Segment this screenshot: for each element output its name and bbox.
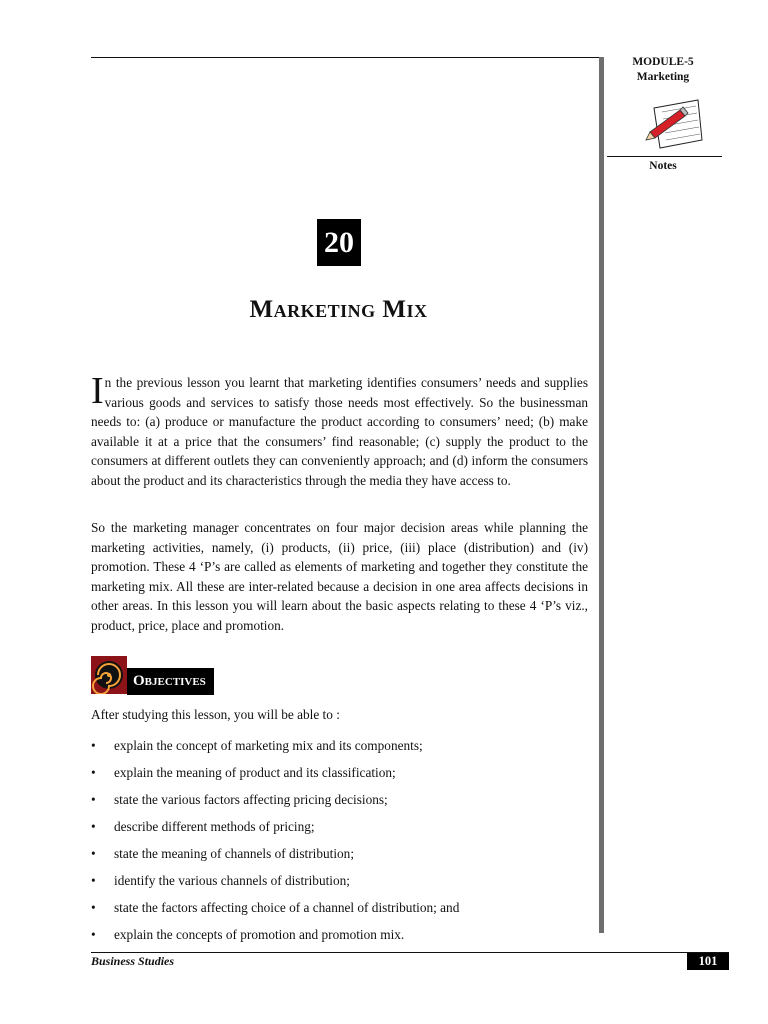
notes-label: Notes	[649, 160, 677, 172]
target-spiral-icon	[91, 656, 127, 694]
intro-paragraph	[91, 370, 588, 490]
list-item-text: describe different methods of pricing;	[114, 819, 315, 834]
list-item	[91, 736, 459, 763]
list-item	[91, 763, 459, 790]
objectives-heading: Objectives	[127, 668, 214, 695]
list-item-text: state the various factors affecting pricing decisions;	[114, 792, 388, 807]
margin-bar	[599, 57, 604, 933]
header-rule	[91, 57, 601, 58]
list-item	[91, 925, 459, 952]
bullet-icon: •	[91, 738, 96, 753]
bullet-icon: •	[91, 819, 96, 834]
objectives-intro: After studying this lesson, you will be able to :	[91, 707, 340, 722]
list-item-text: state the factors affecting choice of a channel of distribution; and	[114, 900, 460, 915]
intro-paragraph-text: n the previous lesson you learnt that marketing identifies consumers’ needs and supplies various goods and services to satisfy those needs most effectively. So the businessman needs to: (a) produce or manufacture the product according to consumers’ need; (b) make available it at a price that the consumers’ find reasonable; (c) supply the product to the consumers at different outlets they can conveniently approach; and (d) inform the consumers about the product and its characteristics through the media they have access to.	[91, 375, 588, 488]
book-title: Business Studies	[91, 954, 175, 968]
list-item-text: explain the concept of marketing mix and its components;	[114, 738, 423, 753]
list-item	[91, 844, 459, 871]
module-label	[612, 55, 714, 85]
module-subject: Marketing	[636, 71, 690, 83]
notes-rule	[607, 156, 722, 157]
drop-cap: I	[91, 370, 104, 412]
objectives-list	[91, 736, 459, 952]
bullet-icon: •	[91, 792, 96, 807]
chapter-number: 20	[317, 219, 361, 266]
list-item-text: explain the meaning of product and its classification;	[114, 765, 396, 780]
list-item	[91, 790, 459, 817]
list-item	[91, 871, 459, 898]
chapter-title: Marketing Mix	[249, 296, 428, 323]
list-item	[91, 898, 459, 925]
bullet-icon: •	[91, 873, 96, 888]
marketing-mix-paragraph: So the marketing manager concentrates on four major decision areas while planning the marketing activities, namely, (i) products, (ii) price, (iii) place (distribution) and (iv) promotion. These 4 ‘P’s are called as elements of marketing and together they constitute the marketing mix. All these are inter-related because a decision in one area affects decisions in other areas. In this lesson you will learn about the basic aspects relating to these 4 ‘P’s viz., product, price, place and promotion.	[91, 520, 588, 633]
bullet-icon: •	[91, 900, 96, 915]
list-item-text: identify the various channels of distribution;	[114, 873, 350, 888]
bullet-icon: •	[91, 846, 96, 861]
list-item-text: explain the concepts of promotion and promotion mix.	[114, 927, 405, 942]
module-number: MODULE-5	[632, 56, 694, 68]
list-item-text: state the meaning of channels of distribution;	[114, 846, 355, 861]
page-number: 101	[687, 953, 729, 970]
footer-rule	[91, 952, 729, 953]
list-item	[91, 817, 459, 844]
bullet-icon: •	[91, 765, 96, 780]
bullet-icon: •	[91, 927, 96, 942]
pencil-notepad-icon	[640, 96, 706, 156]
